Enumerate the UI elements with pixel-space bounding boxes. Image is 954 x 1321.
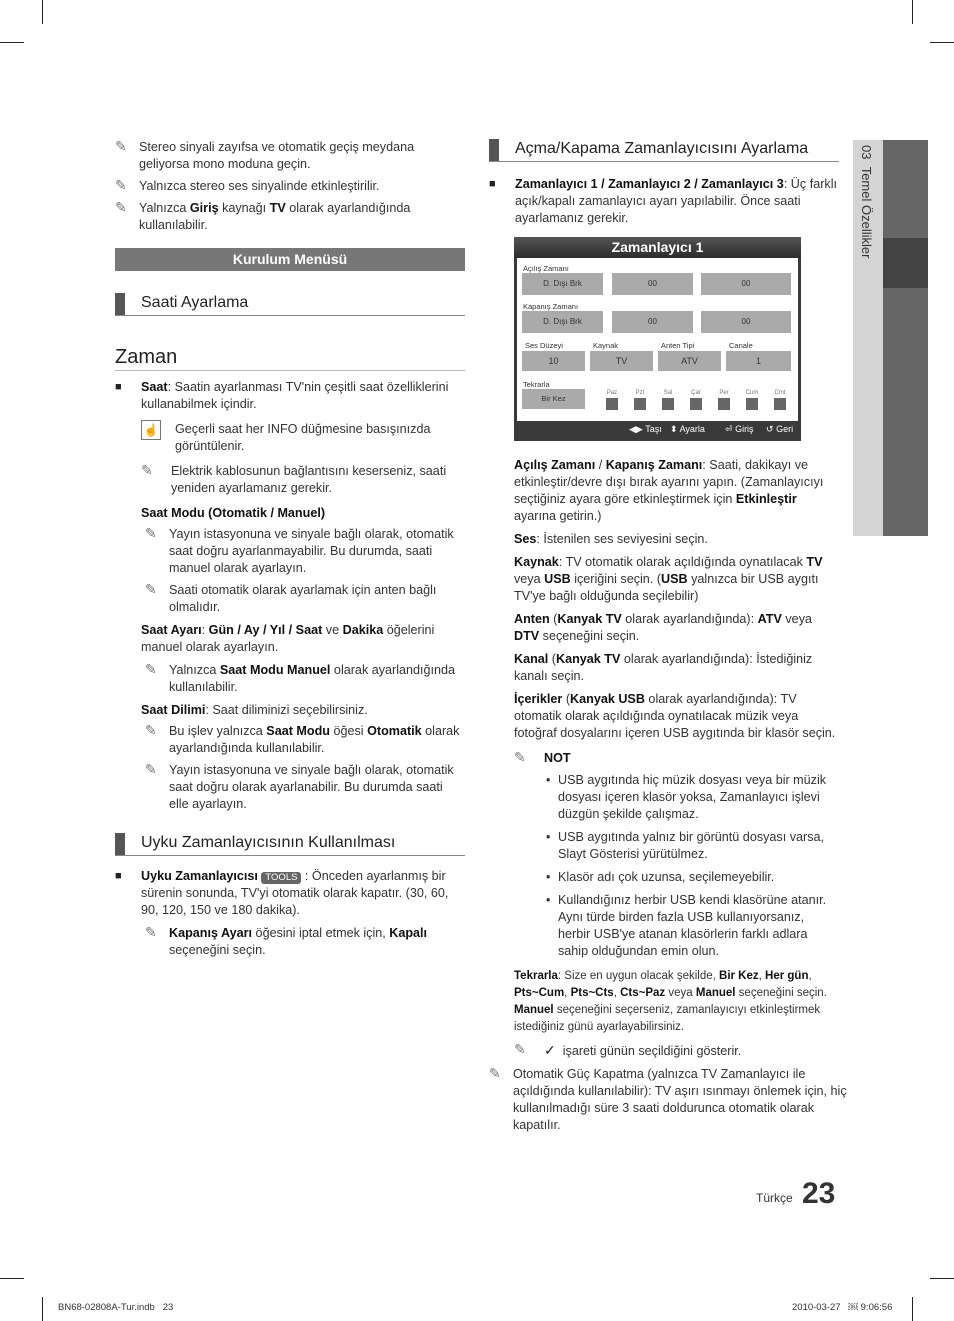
hint-adjust: ⬍ Ayarla bbox=[670, 424, 705, 434]
return-icon: ↺ bbox=[766, 424, 774, 434]
note: ✎ Yalnızca stereo ses sinyalinde etkinleştirilir. bbox=[115, 177, 380, 193]
pencil-icon: ✎ bbox=[514, 749, 526, 765]
channel-field[interactable]: 1 bbox=[726, 351, 791, 371]
day-checkbox[interactable] bbox=[606, 398, 618, 410]
section-banner: Kurulum Menüsü bbox=[115, 248, 465, 271]
crop-mark bbox=[930, 42, 954, 43]
side-tab-marker bbox=[883, 238, 928, 288]
repeat-label: Tekrarla bbox=[523, 380, 550, 389]
note: ✎ Yayın istasyonuna ve sinyale bağlı olarak, otomatik saat doğru olarak ayarlanabilir. Bu durumda saati elle ayarlayın. bbox=[145, 761, 454, 811]
day-checkbox[interactable] bbox=[774, 398, 786, 410]
day-label: Per bbox=[719, 390, 729, 396]
day-checkbox[interactable] bbox=[690, 398, 702, 410]
square-bullet-icon: ■ bbox=[115, 870, 122, 882]
saat-dilimi: Saat Dilimi: Saat diliminizi seçebilirsiniz. bbox=[141, 703, 368, 717]
day-label: Sal bbox=[663, 390, 673, 396]
bullet-item: • USB aygıtında yalnız bir görüntü dosyası varsa, Slayt Gösterisi yürütülmez. bbox=[546, 830, 825, 861]
crop-mark bbox=[42, 1297, 43, 1321]
off-time-minute[interactable]: 00 bbox=[701, 311, 791, 333]
heading-zaman: Zaman bbox=[115, 344, 465, 371]
source-field[interactable]: TV bbox=[590, 351, 653, 371]
side-tab-dark bbox=[883, 140, 928, 536]
on-time-label: Açılış Zamanı bbox=[523, 264, 569, 273]
screen-title: Zamanlayıcı 1 bbox=[514, 237, 801, 258]
note: ✎ Bu işlev yalnızca Saat Modu öğesi Otomatik olarak ayarlandığında kullanılabilir. bbox=[145, 722, 460, 755]
off-time-mode[interactable]: D. Dışı Brk bbox=[522, 311, 603, 333]
on-time-mode[interactable]: D. Dışı Brk bbox=[522, 273, 603, 295]
enter-icon: ⏎ bbox=[725, 424, 733, 434]
day-checkbox[interactable] bbox=[662, 398, 674, 410]
pencil-icon: ✎ bbox=[115, 199, 127, 215]
note: ✎ Yayın istasyonuna ve sinyale bağlı olarak, otomatik saat doğru ayarlanmayabilir. Bu durumda, saati manuel olarak ayarlayın. bbox=[145, 525, 454, 575]
source-label: Kaynak bbox=[593, 341, 619, 350]
crop-mark bbox=[42, 0, 43, 24]
note-not: ✎ NOT bbox=[514, 749, 571, 765]
subheading-saati: Saati Ayarlama bbox=[115, 293, 465, 316]
para-ses: Ses: İstenilen ses seviyesini seçin. bbox=[514, 532, 708, 546]
pencil-icon: ✎ bbox=[115, 177, 127, 193]
page-number: 23 bbox=[802, 1177, 836, 1210]
day-checkbox[interactable] bbox=[718, 398, 730, 410]
up-down-arrow-icon: ⬍ bbox=[670, 424, 678, 434]
channel-label: Canale bbox=[729, 341, 753, 350]
note: ✎ Elektrik kablosunun bağlantısını keserseniz, saati yeniden ayarlamanız gerekir. bbox=[141, 462, 447, 495]
crop-mark bbox=[0, 1278, 24, 1279]
crop-mark bbox=[912, 0, 913, 24]
hand-icon: ☝ bbox=[141, 420, 161, 440]
pencil-icon: ✎ bbox=[145, 581, 157, 597]
pencil-icon: ✎ bbox=[145, 924, 157, 940]
para-acilis: Açılış Zamanı / Kapanış Zamanı: Saati, dakikayı ve etkinleştir/devre dışı bırak ayarını yapın. (Zamanlayıcıyı seçtiğiniz ayara göre etkinleştirmek için Etkinleştir ayarına getirin.) bbox=[514, 458, 824, 523]
pencil-icon: ✎ bbox=[145, 722, 157, 738]
check-mark-icon: ✓ bbox=[544, 1042, 556, 1058]
crop-mark bbox=[930, 1278, 954, 1279]
print-footer-right: 2010-03-27 ￼ 9:06:56 bbox=[792, 1302, 893, 1313]
bullet-item: • USB aygıtında hiç müzik dosyası veya bir müzik dosyası içeren klasör yoksa, Zamanlayıcı işlevi düzgün şekilde çalışmaz. bbox=[546, 773, 827, 821]
note-check: ✎ ✓ işareti günün seçildiğini gösterir. bbox=[514, 1041, 742, 1058]
pencil-icon: ✎ bbox=[514, 1041, 526, 1057]
volume-field[interactable]: 10 bbox=[522, 351, 585, 371]
note: ✎ Yalnızca Saat Modu Manuel olarak ayarlandığında kullanılabilir. bbox=[145, 661, 456, 694]
pencil-icon: ✎ bbox=[115, 138, 127, 154]
hint-back: ↺ Geri bbox=[766, 424, 794, 434]
note: ✎ Saati otomatik olarak ayarlamak için anten bağlı olmalıdır. bbox=[145, 581, 437, 614]
para-anten: Anten (Kanyak TV olarak ayarlandığında): ATV veya DTV seçeneğini seçin. bbox=[514, 612, 812, 643]
note: ✎ Stereo sinyali zayıfsa ve otomatik geçiş meydana geliyorsa mono moduna geçin. bbox=[115, 138, 415, 171]
pencil-icon: ✎ bbox=[489, 1065, 501, 1081]
square-bullet-icon: ■ bbox=[115, 381, 122, 393]
off-time-hour[interactable]: 00 bbox=[612, 311, 693, 333]
note: ✎ Yalnızca Giriş kaynağı TV olarak ayarlandığında kullanılabilir. bbox=[115, 199, 411, 232]
print-footer-left: BN68-02808A-Tur.indb 23 bbox=[58, 1302, 174, 1313]
saat-modu-title: Saat Modu (Otomatik / Manuel) bbox=[141, 506, 326, 520]
repeat-field[interactable]: Bir Kez bbox=[522, 389, 585, 409]
day-label: Cum bbox=[745, 390, 759, 396]
pencil-icon: ✎ bbox=[145, 761, 157, 777]
bullet-item: • Kullandığınız herbir USB kendi klasörüne atanır. Aynı türde birden fazla USB kullanıyorsanız, herbir USB'ye atanan klasörlerin farklı adlara sahip olduğundan emin olun. bbox=[546, 893, 827, 958]
bullet-item: • Klasör adı çok uzunsa, seçilemeyebilir. bbox=[546, 870, 775, 884]
pencil-icon: ✎ bbox=[145, 661, 157, 677]
antenna-label: Anten Tipi bbox=[661, 341, 695, 350]
volume-label: Ses Düzeyi bbox=[525, 341, 563, 350]
footer-language: Türkçe bbox=[756, 1191, 793, 1205]
tools-button-icon: TOOLS bbox=[261, 872, 301, 884]
saat-ayari: Saat Ayarı: Gün / Ay / Yıl / Saat ve Dakika öğelerini manuel olarak ayarlayın. bbox=[141, 623, 435, 654]
day-checkbox[interactable] bbox=[634, 398, 646, 410]
left-right-arrow-icon: ◀▶ bbox=[629, 424, 643, 434]
right-column bbox=[489, 139, 839, 233]
info-note: ☝ Geçerli saat her INFO düğmesine basışınızda görüntülenir. bbox=[141, 421, 465, 455]
day-label: Cmt bbox=[774, 390, 786, 396]
item-zamanlayici: ■ Zamanlayıcı 1 / Zamanlayıcı 2 / Zamanlayıcı 3: Üç farklı açık/kapalı zamanlayıcı ayarı yapılabilir. Önce saati ayarlamanız gerekir. bbox=[489, 177, 837, 225]
hint-enter: ⏎ Giriş bbox=[725, 424, 754, 434]
note-auto-off: ✎ Otomatik Güç Kapatma (yalnızca TV Zamanlayıcı ile açıldığında kullanılabilir): TV aşırı ısınmayı önlemek için, hiç kullanılmadığı süre 3 saati doldurunca otomatik olarak kapatılır. bbox=[489, 1065, 847, 1132]
para-icerikler: İçerikler (Kanyak USB olarak ayarlandığında): TV otomatik olarak açıldığında oynatılacak müzik veya fotoğraf dosyalarını içeren USB aygıtında bir klasör seçin. bbox=[514, 692, 836, 740]
item-uyku: ■ Uyku Zamanlayıcısı TOOLS : Önceden ayarlanmış bir sürenin sonunda, TV'yi otomatik olarak kapatır. (30, 60, 90, 120, 150 ve 180 dakika). bbox=[115, 869, 449, 917]
crop-mark bbox=[912, 1297, 913, 1321]
pencil-icon: ✎ bbox=[145, 525, 157, 541]
pencil-icon: ✎ bbox=[141, 462, 153, 478]
para-tekrarla: Tekrarla: Size en uygun olacak şekilde, Bir Kez, Her gün, Pts~Cum, Pts~Cts, Cts~Paz veya Manuel seçeneğini seçin. Manuel seçeneğini seçerseniz, zamanlayıcıyı etkinleştirmek istediğiniz günü ayarlayabilirsiniz. bbox=[514, 970, 827, 1033]
day-label: Pzt bbox=[635, 390, 645, 396]
off-time-label: Kapanış Zamanı bbox=[523, 302, 579, 311]
day-label: Paz bbox=[606, 390, 618, 396]
note: ✎ Kapanış Ayarı öğesini iptal etmek için, Kapalı seçeneğini seçin. bbox=[145, 924, 428, 957]
subheading-zamanlayici: Açma/Kapama Zamanlayıcısını Ayarlama bbox=[489, 139, 839, 162]
subheading-uyku: Uyku Zamanlayıcısının Kullanılması bbox=[115, 833, 465, 856]
para-kaynak: Kaynak: TV otomatik olarak açıldığında oynatılacak TV veya USB içeriğini seçin. (USB yalnızca bir USB aygıtı TV'ye bağlı olduğunda seçilebilir) bbox=[514, 555, 823, 603]
left-column bbox=[115, 139, 465, 964]
para-kanal: Kanal (Kanyak TV olarak ayarlandığında): İstediğiniz kanalı seçin. bbox=[514, 652, 813, 683]
on-time-minute[interactable]: 00 bbox=[701, 273, 791, 295]
timer-screen bbox=[514, 237, 801, 441]
on-time-hour[interactable]: 00 bbox=[612, 273, 693, 295]
antenna-field[interactable]: ATV bbox=[658, 351, 721, 371]
item-saat: ■ Saat: Saatin ayarlanması TV'nin çeşitli saat özelliklerini kullanabilmek içindir. bbox=[115, 380, 449, 411]
side-tab-label: 03 Temel Özellikler bbox=[859, 145, 874, 259]
square-bullet-icon: ■ bbox=[489, 178, 496, 190]
day-checkbox[interactable] bbox=[746, 398, 758, 410]
day-label: Çar bbox=[691, 390, 701, 396]
hint-move: ◀▶ Taşı bbox=[629, 424, 662, 434]
right-column-lower bbox=[514, 457, 839, 1065]
crop-mark bbox=[0, 42, 24, 43]
timer-panel bbox=[517, 258, 798, 421]
